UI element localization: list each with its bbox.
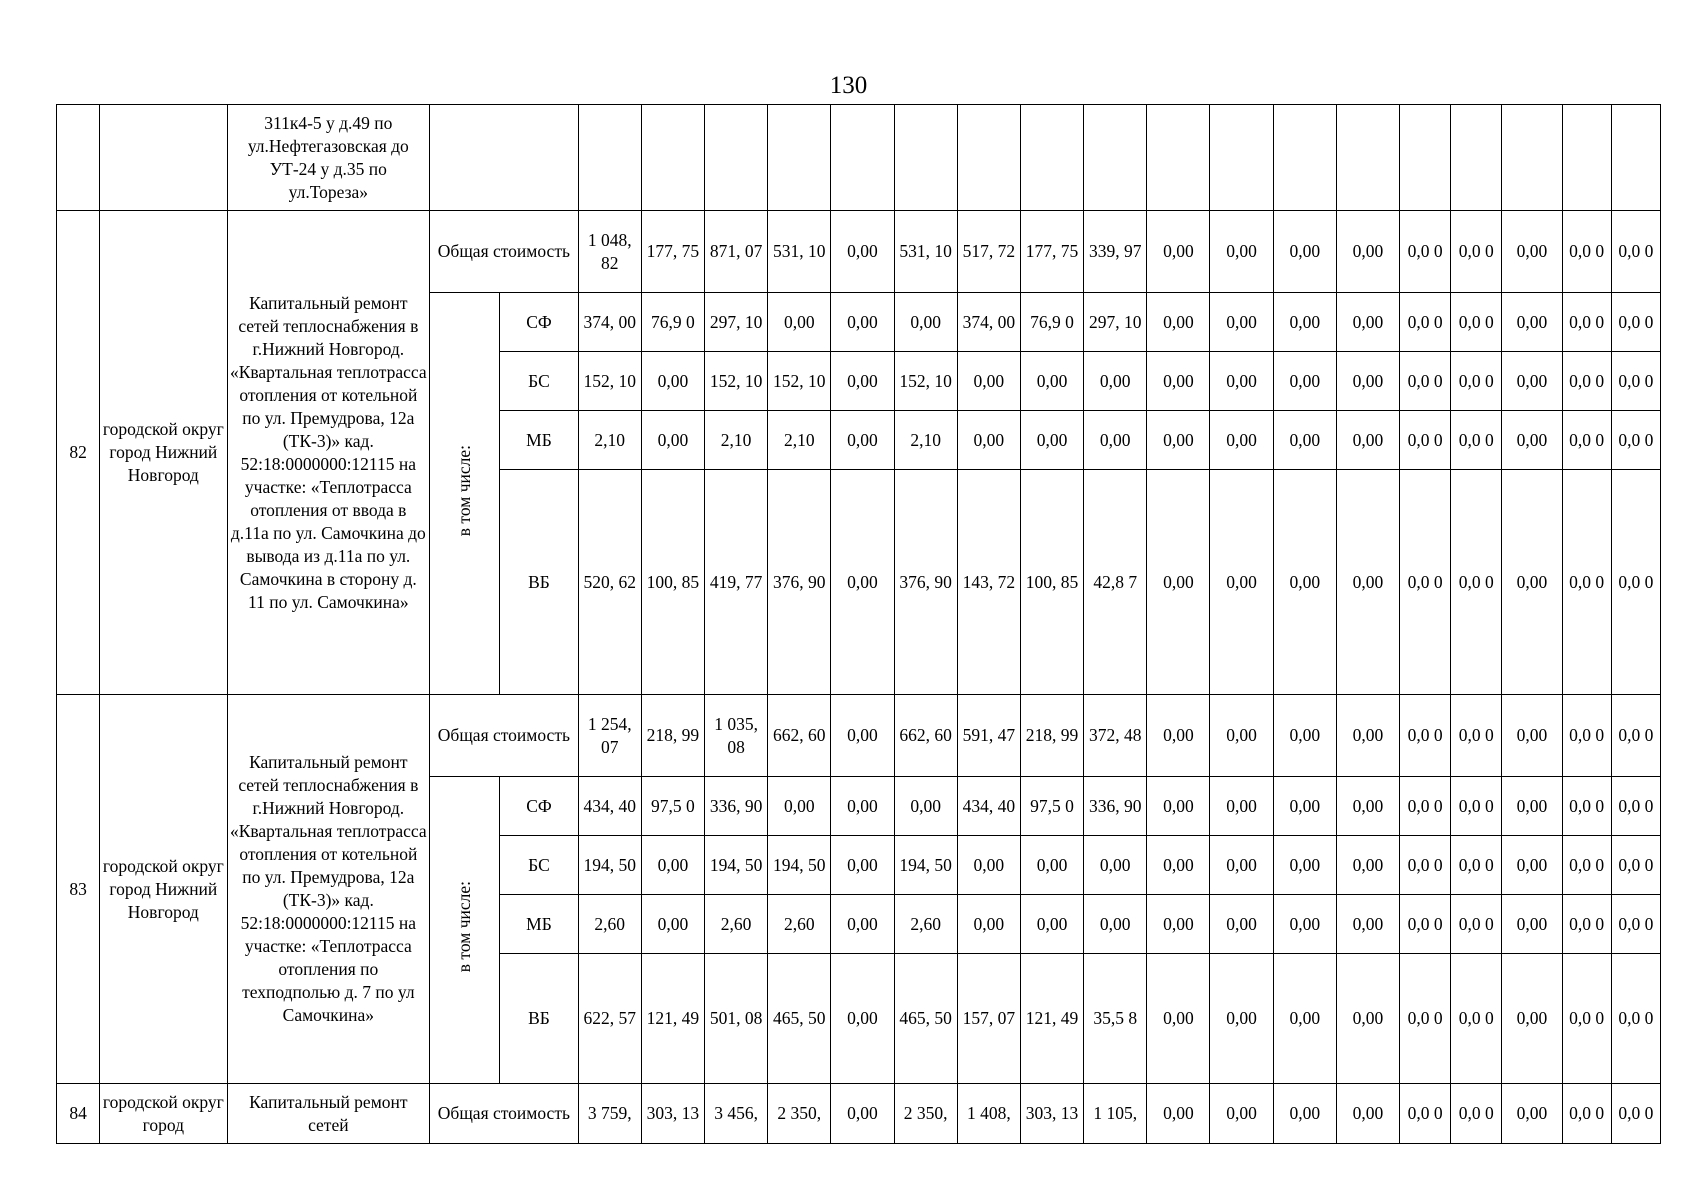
- value-cell: [704, 105, 767, 211]
- value-cell: 0,00: [831, 352, 894, 411]
- value-cell: 0,0 0: [1400, 695, 1451, 777]
- value-cell: 0,00: [831, 836, 894, 895]
- value-cell: 0,00: [1210, 954, 1273, 1084]
- value-cell: 501, 08: [704, 954, 767, 1084]
- value-cell: [894, 105, 957, 211]
- value-cell: 0,00: [641, 836, 704, 895]
- value-cell: 0,00: [1084, 411, 1147, 470]
- value-cell: 0,0 0: [1400, 293, 1451, 352]
- value-cell: 0,0 0: [1562, 895, 1611, 954]
- value-cell: 0,0 0: [1400, 836, 1451, 895]
- value-cell: 662, 60: [894, 695, 957, 777]
- value-cell: 0,0 0: [1562, 695, 1611, 777]
- value-cell: 0,0 0: [1400, 954, 1451, 1084]
- value-cell: 143, 72: [957, 470, 1020, 695]
- value-cell: 622, 57: [578, 954, 641, 1084]
- value-cell: 0,0 0: [1611, 1084, 1660, 1144]
- value-cell: 0,00: [1147, 352, 1210, 411]
- value-cell: 0,00: [1147, 293, 1210, 352]
- value-cell: 0,0 0: [1562, 777, 1611, 836]
- value-cell: 0,00: [1147, 895, 1210, 954]
- value-cell: 465, 50: [768, 954, 831, 1084]
- value-cell: 194, 50: [894, 836, 957, 895]
- label-cell: [430, 105, 578, 211]
- value-cell: 434, 40: [957, 777, 1020, 836]
- value-cell: 3 759,: [578, 1084, 641, 1144]
- value-cell: 0,00: [1502, 695, 1562, 777]
- value-cell: [1147, 105, 1210, 211]
- value-cell: 0,0 0: [1400, 411, 1451, 470]
- value-cell: 0,00: [1147, 777, 1210, 836]
- value-cell: 0,0 0: [1451, 777, 1502, 836]
- value-cell: 0,00: [1336, 1084, 1399, 1144]
- value-cell: 0,00: [1147, 411, 1210, 470]
- funding-source-label: БС: [500, 352, 578, 411]
- value-cell: 0,00: [1502, 352, 1562, 411]
- num-cell: [57, 105, 100, 211]
- value-cell: 97,5 0: [1020, 777, 1083, 836]
- value-cell: 218, 99: [1020, 695, 1083, 777]
- value-cell: 194, 50: [704, 836, 767, 895]
- value-cell: 194, 50: [578, 836, 641, 895]
- value-cell: 0,0 0: [1611, 352, 1660, 411]
- value-cell: 0,0 0: [1451, 211, 1502, 293]
- value-cell: 0,00: [1147, 954, 1210, 1084]
- value-cell: 0,0 0: [1451, 411, 1502, 470]
- value-cell: [578, 105, 641, 211]
- value-cell: 0,0 0: [1562, 293, 1611, 352]
- value-cell: 2,60: [578, 895, 641, 954]
- value-cell: 0,0 0: [1611, 836, 1660, 895]
- funding-source-label: МБ: [500, 895, 578, 954]
- value-cell: 0,0 0: [1451, 1084, 1502, 1144]
- value-cell: [1336, 105, 1399, 211]
- value-cell: 1 254, 07: [578, 695, 641, 777]
- value-cell: 0,00: [1210, 211, 1273, 293]
- value-cell: 0,0 0: [1562, 1084, 1611, 1144]
- value-cell: 121, 49: [641, 954, 704, 1084]
- value-cell: 0,0 0: [1562, 411, 1611, 470]
- value-cell: 376, 90: [894, 470, 957, 695]
- value-cell: 0,00: [641, 895, 704, 954]
- value-cell: 0,00: [1502, 836, 1562, 895]
- value-cell: [1020, 105, 1083, 211]
- value-cell: 0,00: [1020, 352, 1083, 411]
- value-cell: 303, 13: [1020, 1084, 1083, 1144]
- value-cell: 0,0 0: [1611, 777, 1660, 836]
- value-cell: 0,00: [1147, 470, 1210, 695]
- value-cell: 0,00: [1020, 411, 1083, 470]
- value-cell: 0,00: [1502, 895, 1562, 954]
- value-cell: 3 456,: [704, 1084, 767, 1144]
- description-cell: 311к4-5 у д.49 по ул.Нефтегазовская до УТ-24 у д.35 по ул.Тореза»: [227, 105, 430, 211]
- row-number: 84: [57, 1084, 100, 1144]
- value-cell: 0,0 0: [1400, 470, 1451, 695]
- funding-source-label: БС: [500, 836, 578, 895]
- funding-source-label: СФ: [500, 777, 578, 836]
- value-cell: 2,60: [704, 895, 767, 954]
- value-cell: 0,0 0: [1562, 954, 1611, 1084]
- value-cell: [641, 105, 704, 211]
- total-cost-label: Общая стоимость: [430, 695, 578, 777]
- including-label: [430, 777, 500, 1084]
- value-cell: 0,00: [1210, 777, 1273, 836]
- value-cell: 0,00: [1336, 954, 1399, 1084]
- value-cell: 0,00: [1084, 895, 1147, 954]
- value-cell: 297, 10: [704, 293, 767, 352]
- value-cell: 0,0 0: [1562, 352, 1611, 411]
- value-cell: 152, 10: [894, 352, 957, 411]
- value-cell: 0,00: [1336, 836, 1399, 895]
- value-cell: 0,00: [641, 352, 704, 411]
- value-cell: 152, 10: [578, 352, 641, 411]
- value-cell: [1273, 105, 1336, 211]
- total-cost-label: Общая стоимость: [430, 211, 578, 293]
- funding-source-label: СФ: [500, 293, 578, 352]
- value-cell: 0,00: [1020, 836, 1083, 895]
- value-cell: 1 035, 08: [704, 695, 767, 777]
- value-cell: 0,00: [894, 293, 957, 352]
- value-cell: 0,00: [1336, 211, 1399, 293]
- value-cell: 177, 75: [1020, 211, 1083, 293]
- value-cell: 0,00: [1502, 211, 1562, 293]
- value-cell: 2 350,: [894, 1084, 957, 1144]
- value-cell: 218, 99: [641, 695, 704, 777]
- value-cell: 0,00: [1273, 470, 1336, 695]
- value-cell: 0,0 0: [1451, 293, 1502, 352]
- value-cell: [831, 105, 894, 211]
- funding-source-label: МБ: [500, 411, 578, 470]
- value-cell: 2 350,: [768, 1084, 831, 1144]
- value-cell: [1562, 105, 1611, 211]
- value-cell: 0,00: [831, 293, 894, 352]
- value-cell: 0,00: [1147, 695, 1210, 777]
- district-name: городской округ город: [100, 1084, 227, 1144]
- value-cell: 0,00: [957, 411, 1020, 470]
- value-cell: 0,00: [831, 695, 894, 777]
- including-label-text: в том числе:: [454, 444, 475, 537]
- value-cell: 0,00: [1502, 293, 1562, 352]
- value-cell: [957, 105, 1020, 211]
- value-cell: 0,0 0: [1400, 352, 1451, 411]
- value-cell: 177, 75: [641, 211, 704, 293]
- value-cell: 0,00: [1502, 411, 1562, 470]
- value-cell: 0,00: [1084, 836, 1147, 895]
- value-cell: 2,10: [704, 411, 767, 470]
- value-cell: 0,0 0: [1562, 211, 1611, 293]
- value-cell: 0,00: [1147, 211, 1210, 293]
- value-cell: 0,00: [894, 777, 957, 836]
- value-cell: 0,00: [1336, 777, 1399, 836]
- value-cell: 0,00: [1273, 895, 1336, 954]
- value-cell: 0,00: [1084, 352, 1147, 411]
- value-cell: 1 048, 82: [578, 211, 641, 293]
- value-cell: 0,00: [1210, 1084, 1273, 1144]
- value-cell: [1611, 105, 1660, 211]
- value-cell: 0,00: [1210, 352, 1273, 411]
- value-cell: 0,00: [957, 836, 1020, 895]
- value-cell: 0,00: [1147, 836, 1210, 895]
- value-cell: 0,00: [768, 777, 831, 836]
- value-cell: 465, 50: [894, 954, 957, 1084]
- value-cell: 0,0 0: [1400, 777, 1451, 836]
- value-cell: 42,8 7: [1084, 470, 1147, 695]
- value-cell: 76,9 0: [1020, 293, 1083, 352]
- value-cell: 336, 90: [1084, 777, 1147, 836]
- value-cell: 419, 77: [704, 470, 767, 695]
- value-cell: 0,00: [831, 895, 894, 954]
- value-cell: 0,00: [1336, 352, 1399, 411]
- value-cell: 0,00: [1273, 1084, 1336, 1144]
- value-cell: 0,00: [1210, 470, 1273, 695]
- value-cell: [1210, 105, 1273, 211]
- value-cell: [1451, 105, 1502, 211]
- value-cell: 0,00: [1273, 777, 1336, 836]
- value-cell: 591, 47: [957, 695, 1020, 777]
- value-cell: 0,0 0: [1562, 470, 1611, 695]
- page-number: 130: [829, 72, 868, 99]
- value-cell: 517, 72: [957, 211, 1020, 293]
- value-cell: 100, 85: [1020, 470, 1083, 695]
- value-cell: 2,10: [894, 411, 957, 470]
- value-cell: 0,0 0: [1611, 411, 1660, 470]
- value-cell: 0,00: [1273, 695, 1336, 777]
- value-cell: 0,00: [1336, 411, 1399, 470]
- district-cell: [100, 105, 227, 211]
- value-cell: 0,00: [768, 293, 831, 352]
- value-cell: 0,00: [1020, 895, 1083, 954]
- funding-source-label: ВБ: [500, 470, 578, 695]
- value-cell: 374, 00: [957, 293, 1020, 352]
- value-cell: 0,00: [1502, 470, 1562, 695]
- value-cell: 0,00: [957, 895, 1020, 954]
- row-number: 82: [57, 211, 100, 695]
- value-cell: 376, 90: [768, 470, 831, 695]
- value-cell: 0,00: [1336, 895, 1399, 954]
- value-cell: 0,0 0: [1611, 895, 1660, 954]
- row-number: 83: [57, 695, 100, 1084]
- continuation-row: [57, 105, 1661, 211]
- value-cell: 336, 90: [704, 777, 767, 836]
- value-cell: 0,00: [831, 211, 894, 293]
- district-name: городской округ город Нижний Новгород: [100, 211, 227, 695]
- value-cell: 0,00: [1273, 954, 1336, 1084]
- value-cell: 0,00: [1273, 352, 1336, 411]
- value-cell: 0,0 0: [1562, 836, 1611, 895]
- value-cell: 0,00: [1273, 836, 1336, 895]
- value-cell: 434, 40: [578, 777, 641, 836]
- funding-source-label: ВБ: [500, 954, 578, 1084]
- value-cell: 0,00: [831, 954, 894, 1084]
- project-description: Капитальный ремонт сетей: [227, 1084, 430, 1144]
- value-cell: 0,00: [1502, 954, 1562, 1084]
- value-cell: 0,00: [1502, 777, 1562, 836]
- value-cell: 0,00: [831, 777, 894, 836]
- value-cell: 0,00: [1147, 1084, 1210, 1144]
- value-cell: 121, 49: [1020, 954, 1083, 1084]
- value-cell: 372, 48: [1084, 695, 1147, 777]
- value-cell: 0,00: [1502, 1084, 1562, 1144]
- value-cell: 0,0 0: [1400, 211, 1451, 293]
- value-cell: 0,0 0: [1451, 695, 1502, 777]
- value-cell: 35,5 8: [1084, 954, 1147, 1084]
- value-cell: 0,0 0: [1451, 352, 1502, 411]
- including-label: [430, 293, 500, 695]
- value-cell: 2,60: [894, 895, 957, 954]
- value-cell: 0,0 0: [1611, 470, 1660, 695]
- value-cell: 0,00: [1273, 411, 1336, 470]
- value-cell: 297, 10: [1084, 293, 1147, 352]
- value-cell: 0,00: [1210, 895, 1273, 954]
- table-row: [57, 695, 1661, 777]
- value-cell: 0,00: [1273, 211, 1336, 293]
- value-cell: 0,00: [831, 411, 894, 470]
- funding-table: [56, 104, 1661, 1144]
- value-cell: 0,00: [831, 470, 894, 695]
- value-cell: 0,0 0: [1400, 895, 1451, 954]
- value-cell: 0,00: [1210, 293, 1273, 352]
- value-cell: 0,00: [1273, 293, 1336, 352]
- project-description: Капитальный ремонт сетей теплоснабжения в г.Нижний Новгород. «Квартальная теплотрасса отопления от котельной по ул. Премудрова, 12а (ТК-3)» кад. 52:18:0000000:12115 на участке: «Теплотрасса отопления по техподполью д. 7 по ул Самочкина»: [227, 695, 430, 1084]
- value-cell: 100, 85: [641, 470, 704, 695]
- value-cell: 662, 60: [768, 695, 831, 777]
- value-cell: 0,0 0: [1611, 211, 1660, 293]
- value-cell: 0,00: [831, 1084, 894, 1144]
- value-cell: 303, 13: [641, 1084, 704, 1144]
- total-cost-label: Общая стоимость: [430, 1084, 578, 1144]
- value-cell: 339, 97: [1084, 211, 1147, 293]
- value-cell: 0,00: [641, 411, 704, 470]
- value-cell: 0,00: [1336, 470, 1399, 695]
- value-cell: 531, 10: [894, 211, 957, 293]
- value-cell: 2,60: [768, 895, 831, 954]
- value-cell: [1502, 105, 1562, 211]
- including-label-text: в том числе:: [454, 881, 475, 973]
- value-cell: 0,0 0: [1451, 954, 1502, 1084]
- table-row: [57, 1084, 1661, 1144]
- value-cell: 152, 10: [704, 352, 767, 411]
- value-cell: 2,10: [578, 411, 641, 470]
- value-cell: 76,9 0: [641, 293, 704, 352]
- value-cell: 0,0 0: [1451, 470, 1502, 695]
- value-cell: 0,00: [1210, 836, 1273, 895]
- project-description: Капитальный ремонт сетей теплоснабжения в г.Нижний Новгород. «Квартальная теплотрасса отопления от котельной по ул. Премудрова, 12а (ТК-3)» кад. 52:18:0000000:12115 на участке: «Теплотрасса отопления от ввода в д.11а по ул. Самочкина до вывода из д.11а по ул. Самочкина в сторону д. 11 по ул. Самочкина»: [227, 211, 430, 695]
- value-cell: 152, 10: [768, 352, 831, 411]
- value-cell: 520, 62: [578, 470, 641, 695]
- value-cell: 0,00: [957, 352, 1020, 411]
- value-cell: 0,00: [1210, 411, 1273, 470]
- table-row: [57, 211, 1661, 293]
- district-name: городской округ город Нижний Новгород: [100, 695, 227, 1084]
- value-cell: 1 105,: [1084, 1084, 1147, 1144]
- value-cell: 0,00: [1336, 293, 1399, 352]
- value-cell: 0,00: [1336, 695, 1399, 777]
- value-cell: [768, 105, 831, 211]
- value-cell: 0,0 0: [1611, 695, 1660, 777]
- value-cell: [1400, 105, 1451, 211]
- value-cell: 374, 00: [578, 293, 641, 352]
- value-cell: 0,0 0: [1611, 954, 1660, 1084]
- value-cell: [1084, 105, 1147, 211]
- value-cell: 0,0 0: [1611, 293, 1660, 352]
- value-cell: 157, 07: [957, 954, 1020, 1084]
- value-cell: 0,0 0: [1451, 836, 1502, 895]
- value-cell: 0,0 0: [1400, 1084, 1451, 1144]
- value-cell: 871, 07: [704, 211, 767, 293]
- value-cell: 0,00: [1210, 695, 1273, 777]
- value-cell: 194, 50: [768, 836, 831, 895]
- value-cell: 2,10: [768, 411, 831, 470]
- value-cell: 1 408,: [957, 1084, 1020, 1144]
- value-cell: 97,5 0: [641, 777, 704, 836]
- value-cell: 531, 10: [768, 211, 831, 293]
- value-cell: 0,0 0: [1451, 895, 1502, 954]
